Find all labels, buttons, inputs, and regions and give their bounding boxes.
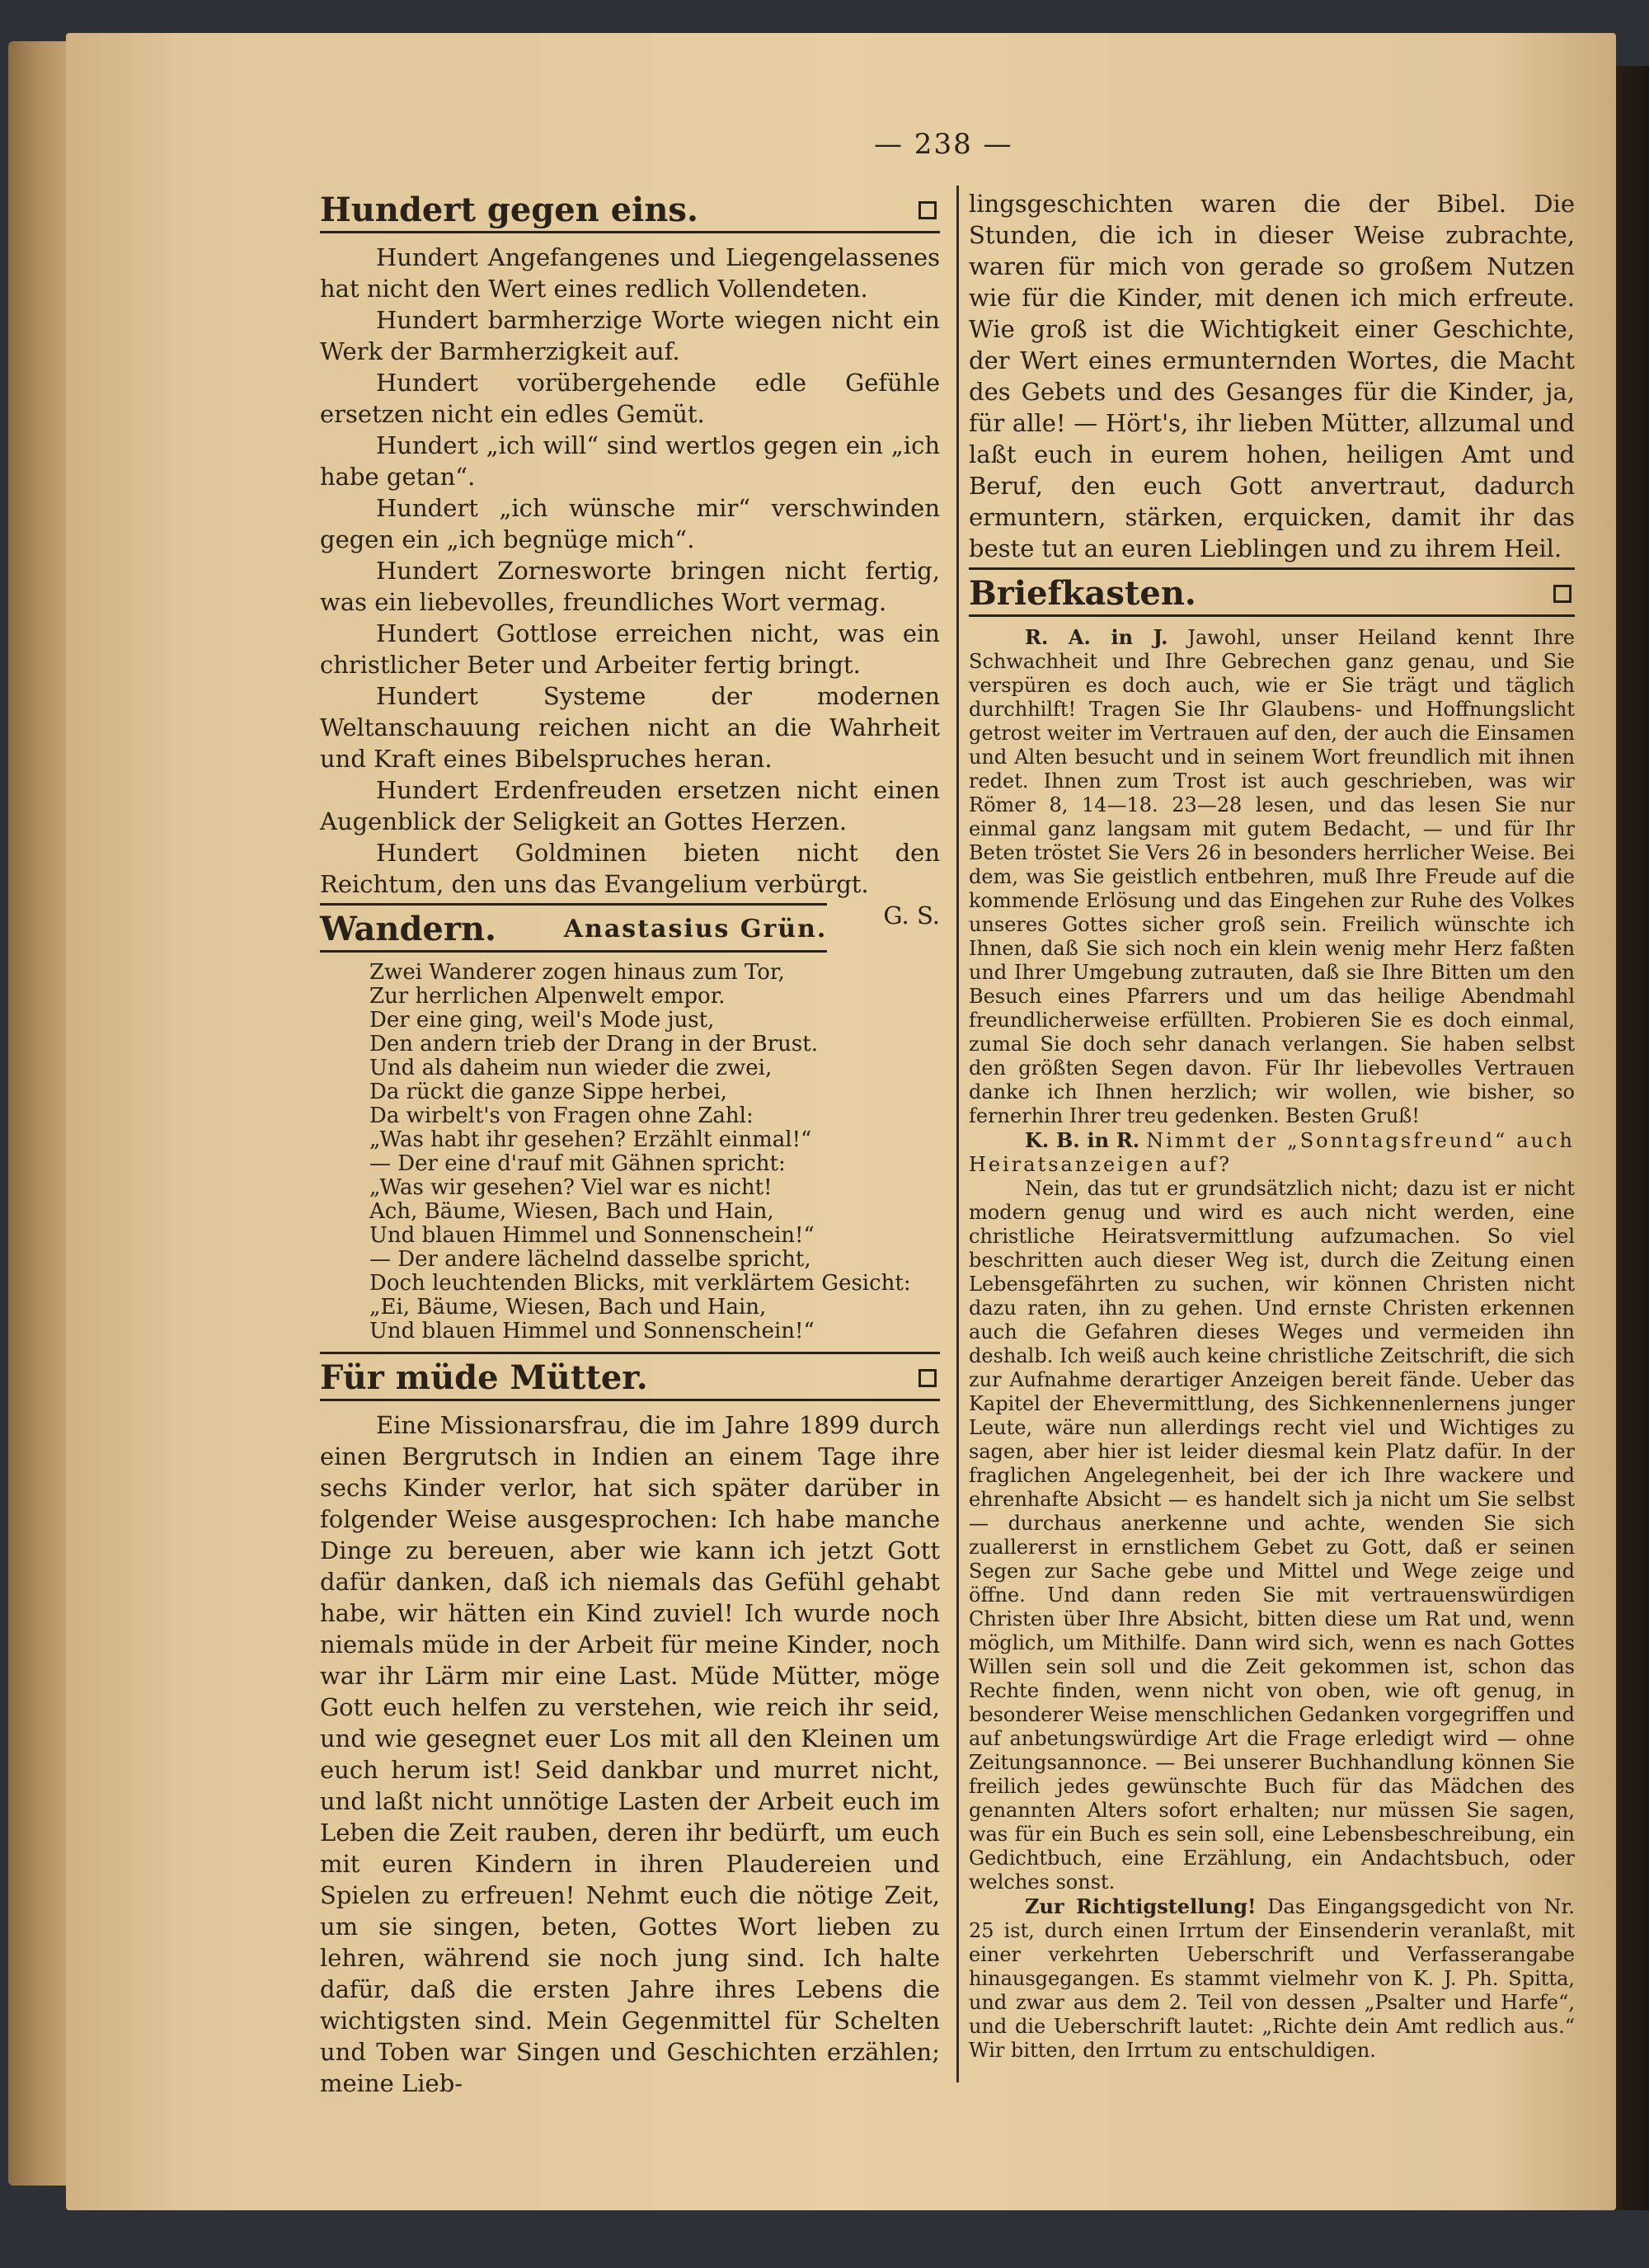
paragraph: Hundert Erdenfreuden ersetzen nicht einen Augenblick der Seligkeit an Gottes Herzen. (320, 776, 940, 835)
page-number: — 238 — (874, 128, 1013, 161)
paragraph: Hundert „ich will“ sind wertlos gegen ein „ich habe getan“. (320, 431, 940, 491)
section-heading-muetter (320, 1352, 940, 1401)
poem-line: Und blauen Himmel und Sonnenschein!“ (369, 1319, 815, 1343)
letter-question (969, 1128, 1575, 1177)
briefkasten-body (969, 625, 1575, 2063)
reply-head: Zur Richtigstellung! (1025, 1894, 1257, 1918)
poem-author: Anastasius Grün. (563, 915, 828, 943)
reply-head: K. B. in R. (1025, 1128, 1140, 1152)
poem-line: — Der andere lächelnd dasselbe spricht, (369, 1247, 811, 1272)
heading-title: Für müde Mütter. (320, 1358, 648, 1397)
question-text: Nimmt der „Sonntagsfreund“ auch Heiratsanzeigen auf? (969, 1129, 1576, 1176)
letter-reply (969, 625, 1575, 1128)
left-column (320, 188, 940, 2099)
reply-text: Das Eingangsgedicht von Nr. 25 ist, durch einen Irrtum der Einsenderin veranlaßt, mit einer verkehrten Ueberschrift und Verfasserangabe hinausgegangen. Es stammt vielmehr von K. J. Ph. Spitta, und zwar aus dem 2. Teil von dessen „Psalter und Harfe“, und die Ueberschrift lautet: „Richte dein Amt redlich aus.“ Wir bitten, den Irrtum zu entschuldigen. (969, 1895, 1575, 2062)
poem-line: Zwei Wanderer zogen hinaus zum Tor, (369, 960, 785, 985)
paragraph: Hundert Systeme der modernen Weltanschauung reichen nicht an die Wahrheit und Kraft eines Bibelspruches heran. (320, 682, 940, 773)
right-column (969, 188, 1575, 2063)
poem-line: Da wirbelt's von Fragen ohne Zahl: (369, 1103, 754, 1128)
square-ornament-icon (918, 201, 937, 219)
paragraph: Hundert Zornesworte bringen nicht fertig, was ein liebevolles, freundliches Wort vermag. (320, 557, 940, 616)
reply-head: R. A. in J. (1025, 625, 1168, 649)
poem (320, 961, 940, 1343)
reply-text: Jawohl, unser Heiland kennt Ihre Schwachheit und Ihre Gebrechen ganz genau, und Sie verspüren es doch auch, wie er Sie trägt und täglich durchhilft! Tragen Sie Ihr Glaubens- und Hoffnungslicht getrost weiter im Vertrauen auf den, der auch die Einsamen und Alten besucht und in seinem Wort freundlich mit ihnen redet. Ihnen zum Trost ist auch geschrieben, was wir Römer 8, 14—18. 23—28 lesen, und das lesen Sie nur einmal ganz langsam mit gutem Bedacht, — und für Ihr Beten tröstet Sie Vers 26 in besonders herrlicher Weise. Bei dem, was Sie geistlich entbehren, muß Ihre Freude auf die kommende Erlösung und das Eingehen zur Ruhe des Volkes unseres Gottes sicher groß sein. Freilich wünschte ich Ihnen, daß Sie sich noch ein klein wenig mehr Herz faßten und Ihrer Umgebung zutrauten, daß sie Ihre Bitten um den Besuch eines Pfarrers und um das heilige Abendmahl freundlicherweise erfüllten. Probieren Sie es doch einmal, zumal Sie doch sehr danach verlangen. Sie haben selbst den größten Segen davon. Für Ihr liebevolles Vertrauen danke ich Ihnen herzlich; wir wollen, wie bisher, so fernerhin Ihrer treu gedenken. Besten Gruß! (969, 626, 1575, 1127)
poem-line: — Der eine d'rauf mit Gähnen spricht: (369, 1151, 786, 1176)
poem-line: „Ei, Bäume, Wiesen, Bach und Hain, (369, 1295, 767, 1320)
poem-line: Und blauen Himmel und Sonnenschein!“ (369, 1223, 815, 1248)
poem-line: Zur herrlichen Alpenwelt empor. (369, 984, 726, 1009)
paragraph: Hundert barmherzige Worte wiegen nicht ein Werk der Barmherzigkeit auf. (320, 306, 940, 365)
square-ornament-icon (1553, 585, 1571, 603)
heading-title: Briefkasten. (969, 574, 1196, 613)
paragraph: Hundert „ich wünsche mir“ verschwinden gegen ein „ich begnüge mich“. (320, 494, 940, 553)
poem-line: „Was habt ihr gesehen? Erzählt einmal!“ (369, 1127, 812, 1152)
poem-line: Da rückt die ganze Sippe herbei, (369, 1080, 727, 1104)
square-ornament-icon (918, 1369, 937, 1387)
paragraph-text: Hundert Goldminen bieten nicht den Reichtum, den uns das Evangelium verbürgt. (320, 839, 940, 898)
column-rule (956, 186, 959, 2082)
section-heading-hundert (320, 191, 940, 233)
poem-line: Der eine ging, weil's Mode just, (369, 1008, 715, 1033)
letter-reply: Nein, das tut er grundsätzlich nicht; dazu ist er nicht modern genug und wird es auch nicht werden, eine christliche Heiratsvermittlung aufzumachen. So viel beschritten auch dieser Weg ist, durch die Zeitung einen Lebensgefährten zu suchen, wir können Christen nicht dazu raten, ihn zu gehen. Und ernste Christen erkennen auch die Gefahren dieses Weges und vermeiden ihn deshalb. Ich weiß auch keine christliche Zeitschrift, die sich zur Aufnahme derartiger Anzeigen bereit fände. Ueber das Kapitel der Ehevermittlung, des Sichkennenlernens junger Leute, wäre nun allerdings recht viel und Wichtiges zu sagen, aber hier ist leider diesmal kein Platz dafür. In der fraglichen Angelegenheit, bei der ich Ihre wackere und ehrenhafte Absicht — es handelt sich ja nicht um Sie selbst — durchaus anerkenne und achte, wenden Sie sich zuallererst in ernstlichem Gebet zu Gott, daß er seinen Segen zur Sache gebe und Mittel und Wege zeige und öffne. Und dann reden Sie mit vertrauenswürdigen Christen über Ihre Absicht, bitten diese um Rat und, wenn möglich, um Mithilfe. Dann wird sich, wenn es nach Gottes Willen sein soll und die Zeit gekommen ist, schon das Rechte finden, wenn nicht von oben, wie oft genug, in besonderer Weise menschlichen Gedanken vorgegriffen und auf anbetungswürdige Art die Frage erledigt wird — ohne Zeitungsannonce. — Bei unserer Buchhandlung können Sie freilich jedes gewünschte Buch für das Mädchen des genannten Alters sofort erhalten; nur müssen Sie sagen, was für ein Buch es sein soll, eine Lebensbeschreibung, ein Gedichtbuch, eine Erzählung, ein Andachtsbuch, oder welches sonst. (969, 1177, 1575, 1894)
poem-line: Und als daheim nun wieder die zwei, (369, 1056, 773, 1080)
paragraph: Hundert Gottlose erreichen nicht, was ein christlicher Beter und Arbeiter fertig bringt. (320, 619, 940, 679)
poem-line: „Was wir gesehen? Viel war es nicht! (369, 1175, 773, 1200)
article-text: Eine Missionarsfrau, die im Jahre 1899 durch einen Bergrutsch in Indien an einem Tage ihre sechs Kinder verlor, hat sich später darüber in folgender Weise ausgesprochen: Ich habe manche Dinge zu bereuen, aber wie kann ich jetzt Gott dafür danken, daß ich niemals das Gefühl gehabt habe, wir hätten ein Kind zuviel! Ich wurde noch niemals müde in der Arbeit für meine Kinder, noch war ihr Lärm mir eine Last. Müde Mütter, möge Gott euch helfen zu verstehen, wie reich ihr seid, und wie gesegnet euer Los mit all den Kleinen um euch herum ist! Seid dankbar und murret nicht, und laßt nicht unnötige Lasten der Arbeit euch im Leben die Zeit rauben, deren ihr bedürft, um euch mit euren Kindern in ihren Plaudereien und Spielen zu erfreuen! Nehmt euch die nötige Zeit, um sie singen, beten, Gottes Wort lieben zu lehren, während sie noch jung sind. Ich halte dafür, daß die ersten Jahre ihres Lebens die wichtigsten sind. Mein Gegenmittel für Schelten und Toben war Singen und Geschichten erzählen; meine Lieb- (320, 1411, 940, 2097)
heading-title: Hundert gegen eins. (320, 191, 698, 229)
heading-title: Wandern. (320, 910, 496, 948)
paragraph: Hundert Angefangenes und Liegengelassenes hat nicht den Wert eines redlich Vollendeten. (320, 243, 940, 303)
correction-note (969, 1894, 1575, 2063)
article-continuation: lingsgeschichten waren die der Bibel. Die Stunden, die ich in dieser Weise zubrachte, waren für mich von gerade so großem Nutzen wie für die Kinder, mit denen ich mich erfreute. Wie groß ist die Wichtigkeit einer Geschichte, der Wert eines ermunternden Wortes, die Macht des Gebets und des Gesanges für die Kinder, ja, für alle! — Hört's, ihr lieben Mütter, allzumal und laßt euch in eurem hohen, heiligen Amt und Beruf, den euch Gott anvertraut, dadurch ermuntern, stärken, erquicken, damit ihr das beste tut an euren Lieblingen und zu ihrem Heil. (969, 190, 1575, 562)
section-heading-wandern (320, 903, 827, 953)
poem-line: Den andern trieb der Drang in der Brust. (369, 1032, 818, 1056)
section-heading-briefkasten (969, 567, 1575, 617)
paragraph: Hundert vorübergehende edle Gefühle ersetzen nicht ein edles Gemüt. (320, 369, 940, 428)
poem-line: Ach, Bäume, Wiesen, Bach und Hain, (369, 1199, 774, 1224)
signature: G. S. (883, 901, 940, 929)
poem-line: Doch leuchtenden Blicks, mit verklärtem Gesicht: (369, 1271, 911, 1296)
